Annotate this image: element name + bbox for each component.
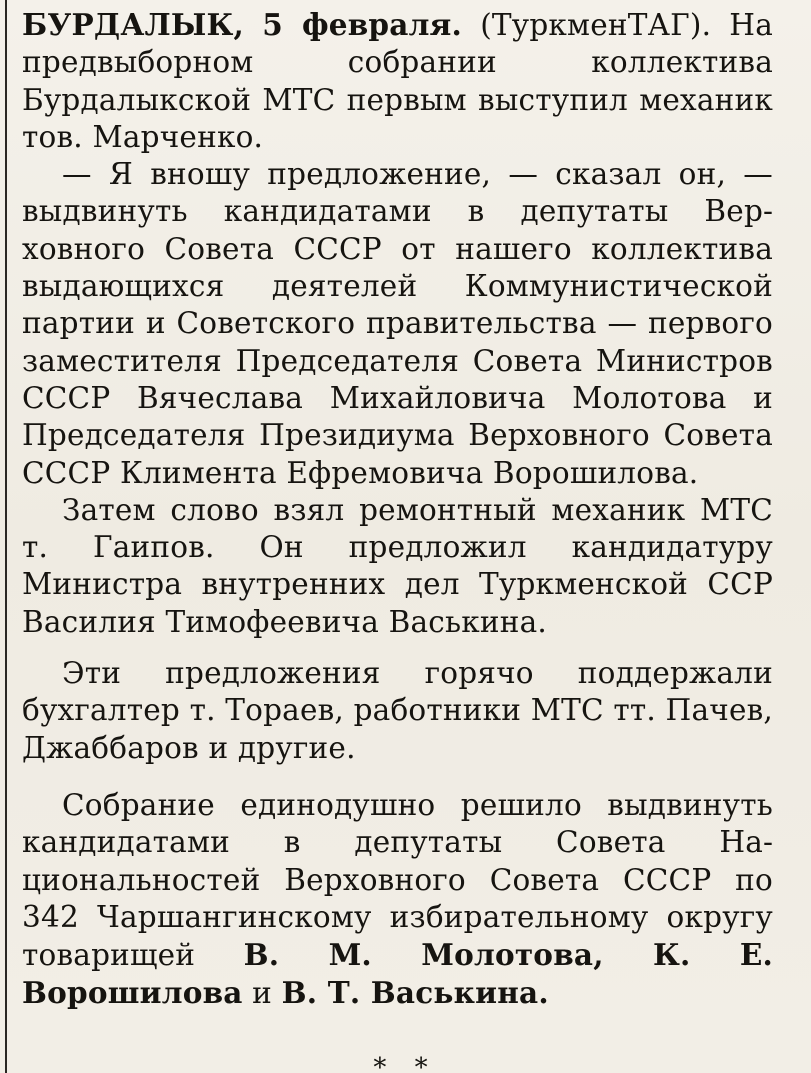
paragraph-5 bbox=[22, 787, 773, 1013]
paragraph-3: Затем слово взял ремонтный механик МТС т. Гаипов. Он предложил кандидатуру Министра внутренних дел Туркменской ССР Василия Тимофеевича Васькина. bbox=[22, 492, 773, 639]
dateline-date: 5 февраля. bbox=[262, 7, 463, 42]
candidate-names-1: В. М. Молотова, К. Е. Ворошилова bbox=[22, 937, 774, 1011]
dateline-place: БУРДАЛЫК, bbox=[22, 7, 245, 42]
paragraph-5-text: Собрание единодушно решило выдвинуть кандидатами в депутаты Совета Национальностей Верховного Совета СССР по 342 Чаршангинскому избирательному округу товарищей bbox=[22, 787, 773, 973]
candidate-names-2: В. Т. Васькина. bbox=[281, 975, 549, 1011]
paragraph-1-text: (ТуркменТАГ). На предвыборном собрании коллектива Бурдалыкской МТС первым выступил механик тов. Марченко. bbox=[22, 8, 774, 154]
conjunction-and: и bbox=[252, 976, 273, 1011]
paragraph-2: — Я вношу предложение, — сказал он, —выдвинуть кандидатами в депутаты Верховного Совета СССР от нашего коллектива выдающихся деятелей Коммунистической партии и Советского правительства — первого заместителя Председателя Совета Министров СССР Вячеслава Михайловича Молотова и Председателя Президиума Верховного Совета СССР Климента Ефремовича Ворошилова. bbox=[22, 157, 773, 490]
paragraph-4: Эти предложения горячо поддержали бухгалтер т. Тораев, работники МТС тт. Пачев, Джаббаров и другие. bbox=[22, 656, 773, 765]
section-separator: * * bbox=[373, 1052, 438, 1073]
left-border-rule bbox=[5, 0, 7, 1073]
paragraph-dateline bbox=[22, 6, 773, 156]
